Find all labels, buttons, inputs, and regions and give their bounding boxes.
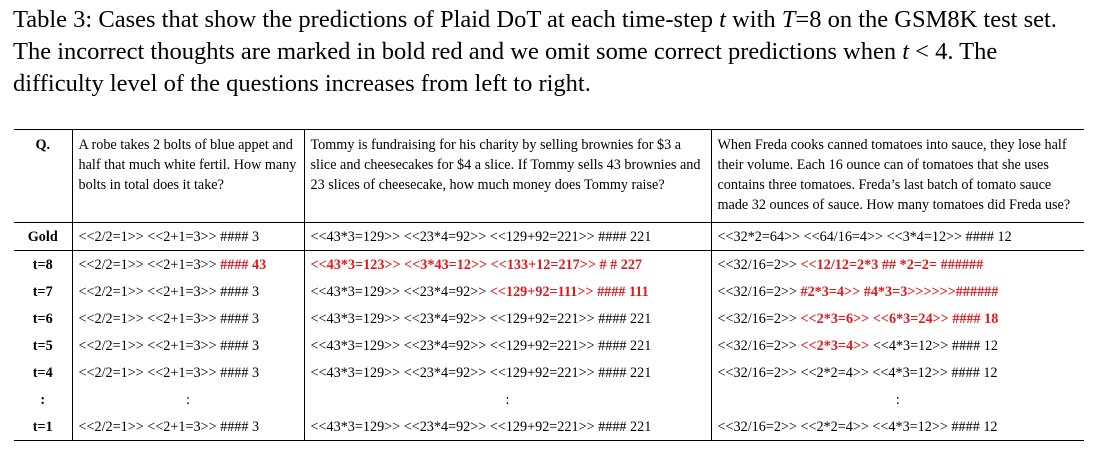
thought-text: <<43*3=129>> <<23*4=92>> <<129+92=221>> #### 221 [310, 310, 652, 327]
thought-text: <<32/16=2>> [717, 337, 801, 354]
thought-text: <<32/16=2>> [717, 256, 801, 273]
row-label: t=4 [14, 359, 72, 386]
thought-text: <<2/2=1>> <<2+1=3>> #### 3 [78, 310, 260, 327]
thought-text: <<43*3=129>> <<23*4=92>> <<129+92=221>> #### 221 [310, 228, 652, 245]
prediction-row [14, 359, 1084, 386]
question-row [14, 130, 1084, 223]
question-cell-1: A robe takes 2 bolts of blue appet and half that much white fertil. How many bolts in total does it take? [72, 130, 304, 223]
thought-text: <<43*3=129>> <<23*4=92>> <<129+92=221>> #### 221 [310, 418, 652, 435]
prediction-cell [711, 332, 1084, 359]
thought-text: <<2/2=1>> <<2+1=3>> #### 3 [78, 418, 260, 435]
prediction-cell [72, 386, 304, 413]
prediction-cell [72, 223, 304, 251]
incorrect-thought: <<12/12=2*3 ## *2=2= ###### [800, 256, 984, 273]
caption-mid2: =8 on the GSM8K test set. The incorrect thoughts are marked in bold red and we omit some correct predictions when [13, 6, 1057, 65]
prediction-cell [72, 278, 304, 305]
incorrect-thought: <<2*3=6>> <<6*3=24>> #### 18 [800, 310, 999, 327]
caption-prefix: Table 3: Cases that show the predictions of Plaid DoT at each time-step [13, 6, 720, 33]
prediction-cell [304, 332, 711, 359]
prediction-cell [304, 278, 711, 305]
question-label: Q. [14, 130, 72, 223]
prediction-row [14, 413, 1084, 441]
prediction-cell [72, 251, 304, 279]
prediction-row [14, 251, 1084, 279]
thought-text: <<2/2=1>> <<2+1=3>> [78, 256, 221, 273]
prediction-cell [711, 305, 1084, 332]
thought-text: <<43*3=129>> <<23*4=92>> [310, 283, 490, 300]
question-cell-3: When Freda cooks canned tomatoes into sauce, they lose half their volume. Each 16 ounce can of tomatoes that she uses contains three tomatoes. Freda’s last batch of tomato sauce made 32 ounces of sauce. How many tomatoes did Freda use? [711, 130, 1084, 223]
thought-text: : [186, 391, 190, 408]
thought-text: <<32/16=2>> [717, 283, 801, 300]
thought-text: <<43*3=129>> <<23*4=92>> <<129+92=221>> #### 221 [310, 337, 652, 354]
thought-text: <<32/16=2>> [717, 310, 801, 327]
question-cell-2: Tommy is fundraising for his charity by selling brownies for $3 a slice and cheesecakes for $4 a slice. If Tommy sells 43 brownies and 23 slices of cheesecake, how much money does Tommy raise? [304, 130, 711, 223]
prediction-row [14, 305, 1084, 332]
thought-text: <<32*2=64>> <<64/16=4>> <<3*4=12>> #### 12 [717, 228, 1012, 245]
thought-text: <<2/2=1>> <<2+1=3>> #### 3 [78, 228, 260, 245]
prediction-cell [72, 359, 304, 386]
incorrect-thought: #2*3=4>> #4*3=3>>>>>>###### [800, 283, 999, 300]
thought-text: <<2/2=1>> <<2+1=3>> #### 3 [78, 337, 260, 354]
thought-text: <<32/16=2>> <<2*2=4>> <<4*3=12>> #### 12 [717, 364, 998, 381]
caption-t-variable-2: t [902, 38, 910, 65]
thought-text: <<2/2=1>> <<2+1=3>> #### 3 [78, 283, 260, 300]
thought-text: <<43*3=129>> <<23*4=92>> <<129+92=221>> #### 221 [310, 364, 652, 381]
table-caption [13, 4, 1088, 100]
thought-text: <<2/2=1>> <<2+1=3>> #### 3 [78, 364, 260, 381]
thought-text: <<4*3=12>> #### 12 [869, 337, 998, 354]
row-label: t=8 [14, 251, 72, 279]
thought-text: : [895, 391, 900, 408]
prediction-cell [304, 305, 711, 332]
caption-mid1: with [725, 6, 782, 33]
prediction-row [14, 278, 1084, 305]
prediction-cell [72, 305, 304, 332]
thought-text: : [505, 391, 510, 408]
prediction-row [14, 332, 1084, 359]
incorrect-thought: <<129+92=111>> #### 111 [489, 283, 649, 300]
incorrect-thought: <<43*3=123>> <<3*43=12>> <<133+12=217>> # # 227 [310, 256, 643, 273]
row-label: t=1 [14, 413, 72, 441]
prediction-cell [304, 223, 711, 251]
thought-text: <<32/16=2>> <<2*2=4>> <<4*3=12>> #### 12 [717, 418, 998, 435]
prediction-cell [711, 413, 1084, 441]
prediction-cell [304, 413, 711, 441]
prediction-cell [72, 413, 304, 441]
row-label: t=5 [14, 332, 72, 359]
row-label: t=7 [14, 278, 72, 305]
incorrect-thought: <<2*3=4>> [800, 337, 870, 354]
caption-T-variable: T [781, 6, 796, 33]
prediction-cell [711, 359, 1084, 386]
incorrect-thought: #### 43 [220, 256, 267, 273]
row-label: t=6 [14, 305, 72, 332]
prediction-cell [711, 278, 1084, 305]
caption-lt4: < 4 [909, 38, 948, 65]
prediction-cell [304, 359, 711, 386]
prediction-cell [711, 223, 1084, 251]
predictions-table [14, 129, 1084, 441]
caption-suffix: . The difficulty level of the questions increases from left to right. [13, 38, 998, 97]
prediction-row [14, 223, 1084, 251]
prediction-cell [711, 251, 1084, 279]
prediction-cell [304, 386, 711, 413]
row-label: Gold [14, 223, 72, 251]
prediction-cell [72, 332, 304, 359]
row-label: : [14, 386, 72, 413]
prediction-cell [304, 251, 711, 279]
caption-t-variable: t [719, 6, 726, 33]
prediction-cell [711, 386, 1084, 413]
prediction-row [14, 386, 1084, 413]
